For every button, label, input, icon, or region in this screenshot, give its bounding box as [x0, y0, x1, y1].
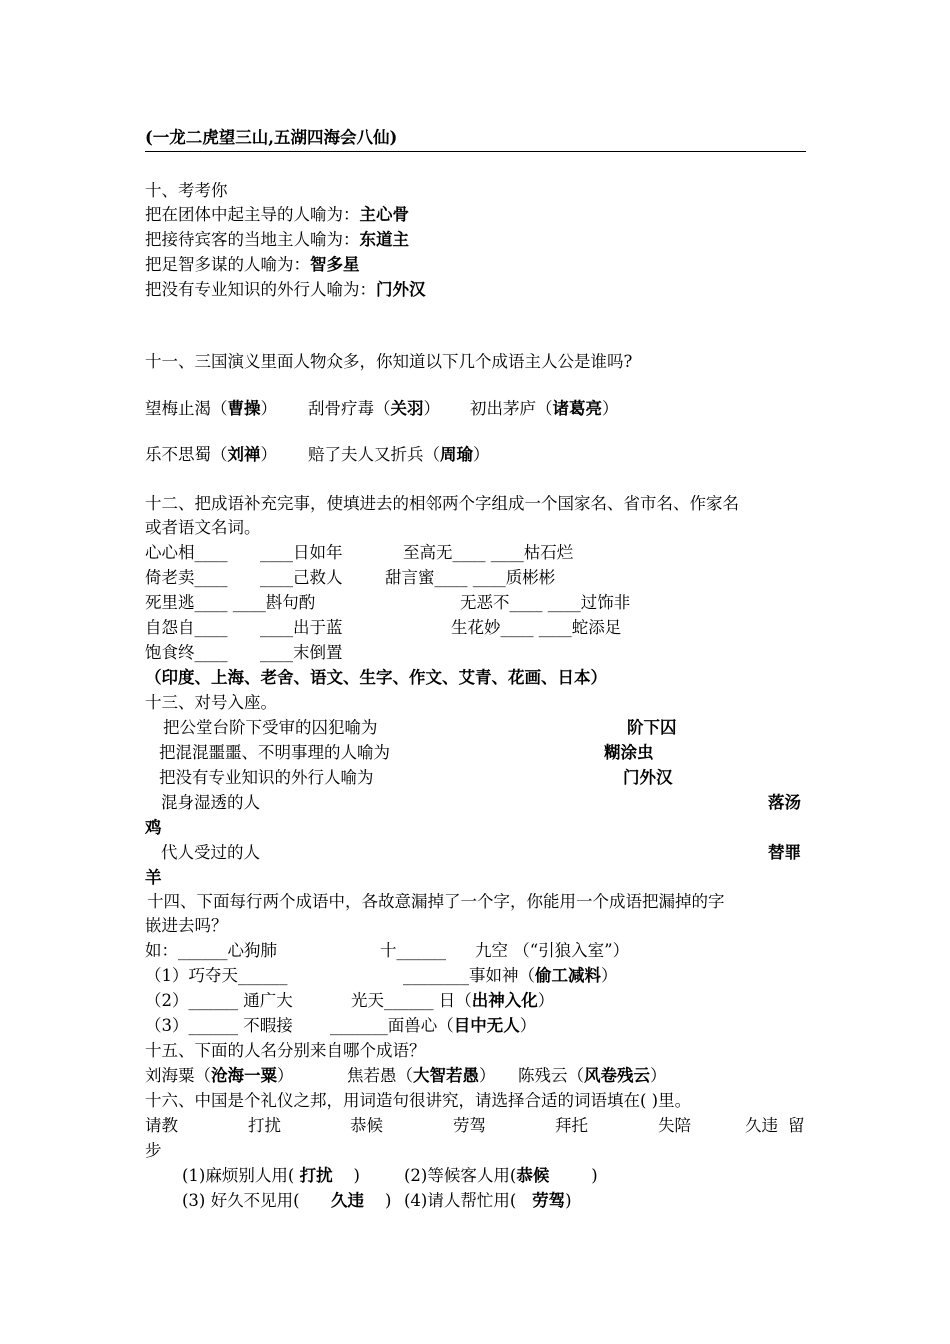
s13-answer-4-part-2: 鸡: [145, 818, 162, 837]
close-paren: ): [591, 1166, 598, 1185]
s10-item-1: [145, 203, 409, 227]
answer: 门外汉: [376, 280, 426, 299]
title-underline: [145, 151, 806, 152]
question: (2)等候客人用(: [404, 1166, 517, 1185]
question: (4)请人帮忙用(: [404, 1191, 517, 1210]
s16-word-2: 打扰: [248, 1116, 281, 1135]
person-name: 陈残云（: [518, 1066, 584, 1085]
question: 把足智多谋的人喻为：: [145, 255, 310, 274]
section-11-heading: 十一、三国演义里面人物众多，你知道以下几个成语主人公是谁吗?: [145, 352, 633, 371]
s16-word-5: 拜托: [555, 1116, 588, 1135]
s12-row-4-col-2: ____出于蓝: [260, 618, 343, 637]
close-paren: ): [565, 1191, 572, 1210]
s13-answer-3: 门外汉: [623, 768, 673, 787]
s12-row-4-col-1: 自怨自____: [145, 618, 228, 637]
answer: 恭候: [516, 1166, 550, 1185]
s16-word-4: 劳驾: [453, 1116, 486, 1135]
close-paren: ）: [650, 1066, 667, 1085]
blank: ________事如神（: [403, 966, 535, 985]
close-paren: ）: [519, 1016, 537, 1035]
answer: 曹操: [227, 399, 261, 418]
s15-item-3: [518, 1064, 667, 1088]
s14-q1-a: （1）巧夺天______: [145, 966, 288, 985]
close-paren: ）: [473, 445, 490, 464]
question: 把没有专业知识的外行人喻为：: [145, 280, 376, 299]
s14-q3-a: （3）______ 不暇接: [145, 1016, 293, 1035]
s15-item-1: [145, 1064, 294, 1088]
s13-answer-1: 阶下囚: [627, 718, 677, 737]
section-14-heading-cont: 嵌进去吗？: [145, 916, 228, 935]
s16-q4: [404, 1189, 572, 1213]
page-title: (一龙二虎望三山,五湖四海会八仙): [145, 128, 398, 147]
person-name: 焦若愚（: [347, 1066, 413, 1085]
s10-item-3: [145, 253, 360, 277]
s15-item-2: [347, 1064, 496, 1088]
answer: 大智若愚: [413, 1066, 479, 1085]
answer: 周瑜: [440, 445, 473, 464]
s11-row-1-item-1: [145, 397, 277, 421]
close-paren: ）: [423, 399, 440, 418]
s13-answer-2: 糊涂虫: [604, 743, 654, 762]
s14-example-a: 如：______心狗肺: [145, 941, 277, 960]
s12-row-1-col-3: 至高无____ ____枯石烂: [403, 543, 574, 562]
question: 把接待宾客的当地主人喻为：: [145, 230, 360, 249]
answer: 沧海一粟: [211, 1066, 277, 1085]
section-12-heading: 十二、把成语补充完事，使填进去的相邻两个字组成一个国家名、省市名、作家名: [145, 494, 739, 513]
idiom: 乐不思蜀（: [145, 445, 228, 464]
s11-row-1-item-2: [308, 397, 440, 421]
section-12-heading-cont: 或者语文名词。: [145, 518, 261, 537]
idiom: 望梅止渴（: [145, 399, 228, 418]
answer: 诸葛亮: [552, 399, 602, 418]
s16-word-6: 失陪: [658, 1116, 691, 1135]
s14-example-c: 九空 （“引狼入室”）: [475, 941, 630, 960]
s14-q2-b: [351, 989, 554, 1013]
s13-answer-4-part-1: 落汤: [768, 793, 801, 812]
section-16-heading: 十六、中国是个礼仪之邦，用词造句很讲究，请选择合适的词语填在( )里。: [145, 1091, 692, 1110]
s12-row-5-col-2: ____末倒置: [260, 643, 343, 662]
s12-row-4-col-3: 生花妙____ ____蛇添足: [451, 618, 622, 637]
section-15-heading: 十五、下面的人名分别来自哪个成语？: [145, 1041, 426, 1060]
question: 把在团体中起主导的人喻为：: [145, 205, 360, 224]
close-paren: ）: [601, 966, 618, 985]
s13-question-5: 代人受过的人: [161, 843, 260, 862]
s12-row-2-col-1: 倚老卖____: [145, 568, 228, 587]
s16-word-7: 久违: [745, 1116, 778, 1135]
answer: 风卷残云: [584, 1066, 650, 1085]
s10-item-4: [145, 278, 426, 302]
s11-row-2-item-1: [145, 443, 277, 467]
s12-row-3-col-1: 死里逃____ ____斟句酌: [145, 593, 316, 612]
s13-question-3: 把没有专业知识的外行人喻为: [159, 768, 374, 787]
answer: 智多星: [310, 255, 360, 274]
s16-word-wrap: 步: [145, 1141, 162, 1160]
s12-answer: （印度、上海、老舍、语文、生字、作文、艾青、花画、日本）: [145, 668, 607, 687]
section-14-heading: 十四、下面每行两个成语中，各故意漏掉了一个字，你能用一个成语把漏掉的字: [147, 892, 725, 911]
section-13-heading: 十三、对号入座。: [145, 693, 277, 712]
answer: 主心骨: [359, 205, 409, 224]
s16-word-1: 请教: [145, 1116, 178, 1135]
question: (1)麻烦别人用(: [182, 1166, 295, 1185]
s11-row-1-item-3: [470, 397, 619, 421]
s14-example-b: 十______: [380, 941, 446, 960]
s12-row-5-col-1: 饱食终____: [145, 643, 228, 662]
answer: 偷工减料: [535, 966, 601, 985]
answer: 劳驾: [532, 1191, 566, 1210]
s13-question-1: 把公堂台阶下受审的囚犯喻为: [163, 718, 378, 737]
s11-row-2-item-2: [308, 443, 490, 467]
close-paren: ）: [537, 991, 555, 1010]
s12-row-1-col-2: ____日如年: [260, 543, 343, 562]
answer: 东道主: [359, 230, 409, 249]
s10-item-2: [145, 228, 409, 252]
s12-row-1-col-1: 心心相____: [145, 543, 228, 562]
close-paren: ）: [260, 399, 277, 418]
s16-word-8: 留: [788, 1116, 805, 1135]
answer: 打扰: [299, 1166, 333, 1185]
answer: 关羽: [390, 399, 424, 418]
s16-word-3: 恭候: [350, 1116, 383, 1135]
idiom: 赔了夫人又折兵（: [308, 445, 440, 464]
s14-q3-b: [330, 1014, 536, 1038]
close-paren: ): [385, 1191, 392, 1210]
idiom: 刮骨疗毒（: [308, 399, 391, 418]
close-paren: ）: [479, 1066, 496, 1085]
blank: _______面兽心（: [330, 1016, 454, 1035]
s14-q1-b: [403, 964, 618, 988]
s14-q2-a: （2）______ 通广大: [145, 991, 293, 1010]
answer: 出神入化: [471, 991, 538, 1010]
s13-answer-5-part-2: 羊: [145, 868, 162, 887]
close-paren: ): [353, 1166, 360, 1185]
answer: 久违: [331, 1191, 365, 1210]
close-paren: ）: [602, 399, 619, 418]
s12-row-2-col-2: ____己救人: [260, 568, 343, 587]
section-10-heading: 十、考考你: [145, 181, 228, 200]
person-name: 刘海粟（: [145, 1066, 211, 1085]
question: (3) 好久不见用(: [182, 1191, 300, 1210]
s13-question-2: 把混混噩噩、不明事理的人喻为: [159, 743, 390, 762]
s16-q3: [182, 1189, 391, 1213]
close-paren: ）: [277, 1066, 294, 1085]
answer: 刘禅: [227, 445, 261, 464]
close-paren: ）: [260, 445, 277, 464]
s12-row-2-col-3: 甜言蜜____ ____质彬彬: [385, 568, 556, 587]
s16-q1: [182, 1164, 360, 1188]
blank: 光天______ 日（: [351, 991, 472, 1010]
answer: 目中无人: [453, 1016, 520, 1035]
idiom: 初出茅庐（: [470, 399, 553, 418]
s12-row-3-col-3: 无恶不____ ____过饰非: [460, 593, 631, 612]
s13-question-4: 混身湿透的人: [161, 793, 260, 812]
s16-q2: [404, 1164, 598, 1188]
s13-answer-5-part-1: 替罪: [768, 843, 801, 862]
